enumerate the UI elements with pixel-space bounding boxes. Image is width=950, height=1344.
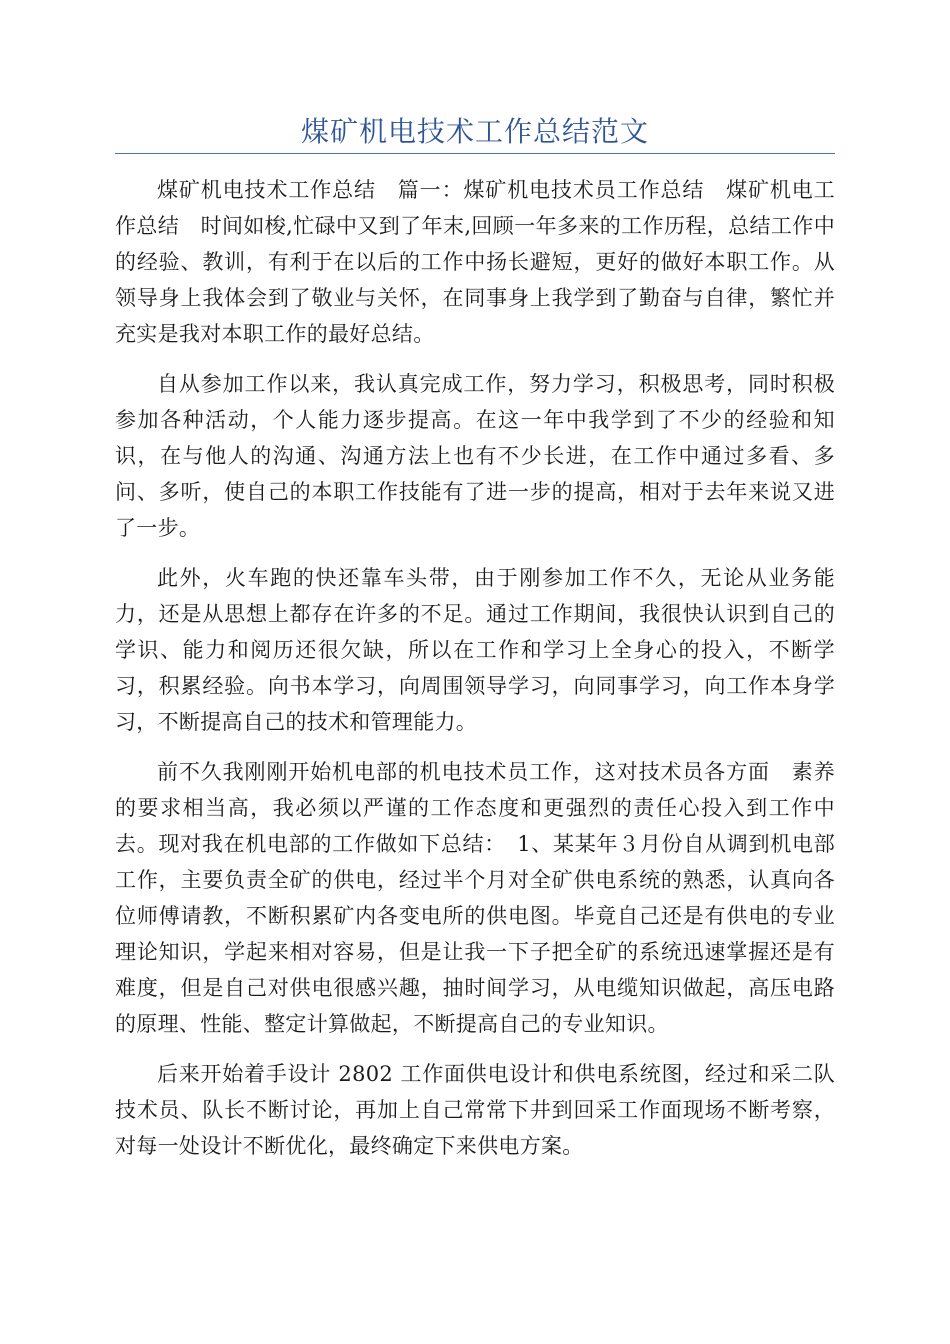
paragraph-5: 后来开始着手设计 2802 工作面供电设计和供电系统图，经过和采二队技术员、队长不断讨论，再加上自己常常下井到回采工作面现场不断考察，对每一处设计不断优化，最终确定下来供电方案。 <box>115 1062 835 1158</box>
paragraph-2: 自从参加工作以来，我认真完成工作，努力学习，积极思考，同时积极参加各种活动，个人能力逐步提高。在这一年中我学到了不少的经验和知识，在与他人的沟通、沟通方法上也有不少长进，在工作中通过多看、多问、多听，使自己的本职工作技能有了进一步的提高，相对于去年来说又进了一步。 <box>115 372 835 540</box>
paragraph-4: 前不久我刚刚开始机电部的机电技术员工作，这对技术员各方面 素养的要求相当高，我必须以严谨的工作态度和更强烈的责任心投入到工作中去。现对我在机电部的工作做如下总结： 1、某某年３月份自从调到机电部工作，主要负责全矿的供电，经过半个月对全矿供电系统的熟悉，认真向各位师傅请教，不断积累矿内各变电所的供电图。毕竟自己还是有供电的专业理论知识，学起来相对容易，但是让我一下子把全矿的系统迅速掌握还是有难度，但是自己对供电很感兴趣，抽时间学习，从电缆知识做起，高压电路的原理、性能、整定计算做起，不断提高自己的专业知识。 <box>115 760 835 1036</box>
title-underline <box>115 153 835 154</box>
paragraph-1: 煤矿机电技术工作总结 篇一：煤矿机电技术员工作总结 煤矿机电工作总结 时间如梭,忙碌中又到了年末,回顾一年多来的工作历程，总结工作中的经验、教训，有利于在以后的工作中扬长避短，更好的做好本职工作。从领导身上我体会到了敬业与关怀，在同事身上我学到了勤奋与自律，繁忙并充实是我对本职工作的最好总结。 <box>115 178 835 346</box>
paragraph-3: 此外，火车跑的快还靠车头带，由于刚参加工作不久，无论从业务能力，还是从思想上都存在许多的不足。通过工作期间，我很快认识到自己的学识、能力和阅历还很欠缺，所以在工作和学习上全身心的投入，不断学习，积累经验。向书本学习，向周围领导学习，向同事学习，向工作本身学习，不断提高自己的技术和管理能力。 <box>115 566 835 734</box>
document-body <box>115 172 835 1178</box>
document-title: 煤矿机电技术工作总结范文 <box>300 115 649 148</box>
